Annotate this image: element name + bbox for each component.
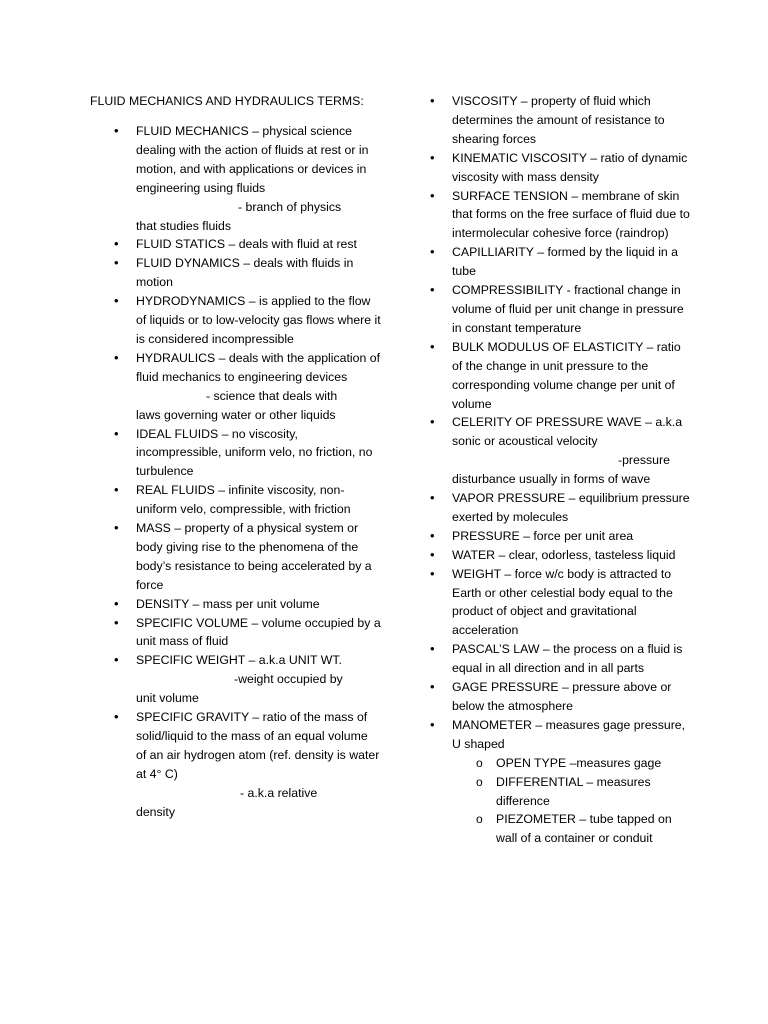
manometer-type-piezometer: o PIEZOMETER – tube tapped on wall of a container or conduit xyxy=(496,810,692,848)
term-text: KINEMATIC VISCOSITY – ratio of dynamic viscosity with mass density xyxy=(452,150,688,184)
term-mass xyxy=(136,519,381,595)
term-specific-gravity xyxy=(136,708,381,821)
term-specific-weight xyxy=(136,651,381,708)
term-hydraulics xyxy=(136,349,381,425)
term-text: FLUID STATICS – deals with fluid at rest xyxy=(136,237,357,252)
term-note: - a.k.a relative xyxy=(240,785,318,800)
term-gage-pressure xyxy=(452,678,692,716)
term-text: SPECIFIC VOLUME – volume occupied by a unit mass of fluid xyxy=(136,615,381,649)
term-text: HYDRODYNAMICS – is applied to the flow of liquids or to low-velocity gas flows where it is considered incompressible xyxy=(136,294,381,346)
term-text: MANOMETER – measures gage pressure, U shaped xyxy=(452,717,686,751)
term-note-cont: density xyxy=(136,804,175,819)
manometer-types-list xyxy=(452,754,692,849)
term-capillarity xyxy=(452,243,692,281)
term-note-cont: laws governing water or other liquids xyxy=(136,407,336,422)
term-real-fluids xyxy=(136,481,381,519)
term-note-cont: that studies fluids xyxy=(136,218,232,233)
term-text: COMPRESSIBILITY - fractional change in volume of fluid per unit change in pressure in constant temperature xyxy=(452,283,684,335)
term-text: CELERITY OF PRESSURE WAVE – a.k.a sonic or acoustical velocity xyxy=(452,415,683,449)
term-text: WEIGHT – force w/c body is attracted to Earth or other celestial body equal to the product of object and gravitational acceleration xyxy=(452,566,673,638)
term-text: MASS – property of a physical system or body giving rise to the phenomena of the body’s resistance to being accelerated by a force xyxy=(136,521,372,592)
manometer-type-open: o OPEN TYPE –measures gage xyxy=(496,754,692,773)
term-text: REAL FLUIDS – infinite viscosity, non-uniform velo, compressible, with friction xyxy=(136,483,351,517)
left-term-list xyxy=(136,122,381,822)
term-text: SURFACE TENSION – membrane of skin that forms on the free surface of fluid due to intermolecular cohesive force (raindrop) xyxy=(452,188,690,241)
term-text: VISCOSITY – property of fluid which determines the amount of resistance to shearing forces xyxy=(452,94,665,146)
term-note-cont: unit volume xyxy=(136,691,199,706)
right-term-list xyxy=(452,92,692,848)
term-pressure xyxy=(452,527,692,546)
term-text: WATER – clear, odorless, tasteless liquid xyxy=(452,547,676,562)
term-kinematic-viscosity xyxy=(452,149,692,187)
term-text: DENSITY – mass per unit volume xyxy=(136,596,320,611)
term-text: SPECIFIC GRAVITY – ratio of the mass of solid/liquid to the mass of an equal volume of an air hydrogen atom (ref. density is water at 4° C) xyxy=(136,710,380,781)
term-fluid-dynamics xyxy=(136,254,381,292)
term-text: HYDRAULICS – deals with the application of fluid mechanics to engineering devices xyxy=(136,350,381,384)
manometer-type-differential: o DIFFERENTIAL – measures difference xyxy=(496,773,692,811)
document-title: FLUID MECHANICS AND HYDRAULICS TERMS: xyxy=(90,94,364,108)
term-note-cont: disturbance usually in forms of wave xyxy=(452,472,651,487)
term-text: CAPILLIARITY – formed by the liquid in a tube xyxy=(452,245,679,279)
term-fluid-statics xyxy=(136,235,381,254)
term-vapor-pressure xyxy=(452,489,692,527)
term-note: -weight occupied by xyxy=(234,672,343,687)
term-surface-tension xyxy=(452,187,692,244)
term-density xyxy=(136,595,381,614)
term-pascals-law xyxy=(452,640,692,678)
term-text: FLUID DYNAMICS – deals with fluids in motion xyxy=(136,256,354,290)
term-text: SPECIFIC WEIGHT – a.k.a UNIT WT. xyxy=(136,653,342,668)
term-text: PRESSURE – force per unit area xyxy=(452,528,634,543)
term-note: - branch of physics xyxy=(238,199,342,214)
term-celerity-of-pressure-wave xyxy=(452,413,692,489)
term-weight xyxy=(452,565,692,641)
term-text: VAPOR PRESSURE – equilibrium pressure exerted by molecules xyxy=(452,491,690,524)
term-note: - science that deals with xyxy=(206,388,338,403)
term-hydrodynamics xyxy=(136,292,381,349)
term-water xyxy=(452,546,692,565)
term-ideal-fluids xyxy=(136,425,381,482)
term-fluid-mechanics xyxy=(136,122,381,235)
term-viscosity xyxy=(452,92,692,149)
term-text: FLUID MECHANICS – physical science dealing with the action of fluids at rest or in motion, and with applications or devices in engineering using fluids xyxy=(136,124,369,195)
term-text: GAGE PRESSURE – pressure above or below the atmosphere xyxy=(452,680,672,713)
term-text: PASCAL’S LAW – the process on a fluid is equal in all direction and in all parts xyxy=(452,642,683,676)
term-text: BULK MODULUS OF ELASTICITY – ratio of the change in unit pressure to the corresponding volume change per unit of volume xyxy=(452,339,681,411)
term-bulk-modulus xyxy=(452,338,692,414)
term-compressibility xyxy=(452,281,692,338)
term-specific-volume xyxy=(136,614,381,652)
term-manometer xyxy=(452,716,692,848)
term-note: -pressure xyxy=(618,453,670,468)
term-text: IDEAL FLUIDS – no viscosity, incompressible, uniform velo, no friction, no turbulence xyxy=(136,426,373,479)
